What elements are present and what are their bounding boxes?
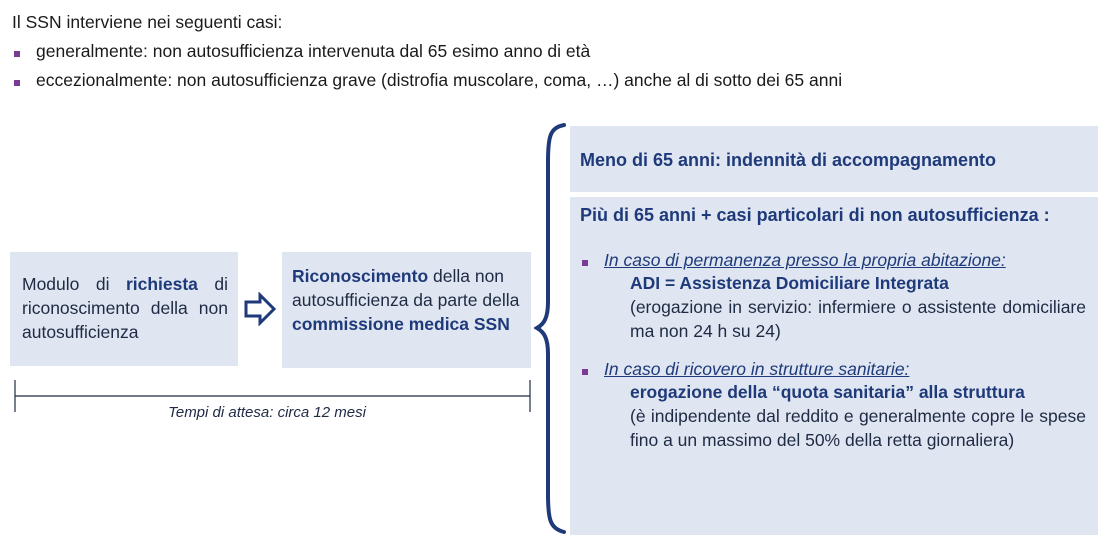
adi-desc: (erogazione in servizio: infermiere o assistente domiciliare ma non 24 h su 24)	[630, 297, 1086, 341]
case-home	[580, 250, 1086, 271]
bullet-square-icon	[582, 369, 588, 375]
request-form-box	[10, 252, 238, 366]
request-text-2: di riconoscimento della non autosufficienza	[22, 274, 228, 342]
case-home-detail	[630, 271, 1086, 343]
bullet-square-icon	[582, 260, 588, 266]
over-65-heading: Più di 65 anni + casi particolari di non autosufficienza :	[580, 205, 1050, 225]
case-hospital-label: In caso di ricovero in strutture sanitarie:	[604, 359, 910, 379]
curly-brace-icon	[534, 122, 568, 536]
quota-title: erogazione della “quota sanitaria” alla struttura	[630, 382, 1025, 402]
case-hospital	[580, 359, 1086, 380]
request-bold: richiesta	[125, 274, 198, 294]
intro-bullet-text: eccezionalmente: non autosufficienza grave (distrofia muscolare, coma, …) anche al di sotto dei 65 anni	[36, 70, 843, 90]
adi-title: ADI = Assistenza Domiciliare Integrata	[630, 273, 949, 293]
under-65-text: Meno di 65 anni: indennità di accompagnamento	[580, 150, 997, 170]
under-65-panel	[570, 126, 1098, 192]
recognition-bold-2: commissione medica SSN	[292, 314, 510, 334]
intro-title: Il SSN interviene nei seguenti casi:	[12, 12, 283, 32]
recognition-box	[282, 252, 531, 368]
over-65-panel	[570, 197, 1098, 535]
case-home-label: In caso di permanenza presso la propria abitazione:	[604, 250, 1006, 270]
arrow-right-icon	[244, 292, 276, 326]
bullet-square-icon	[14, 51, 20, 57]
request-text-1: Modulo di	[22, 274, 126, 294]
case-hospital-detail	[630, 380, 1086, 452]
intro-bullet	[12, 66, 842, 95]
intro-bullet-text: generalmente: non autosufficienza intervenuta dal 65 esimo anno di età	[36, 41, 591, 61]
bullet-square-icon	[14, 80, 20, 86]
recognition-bold-1: Riconoscimento	[292, 266, 429, 286]
intro-bullet	[12, 37, 842, 66]
quota-desc: (è indipendente dal reddito e generalmente copre le spese fino a un massimo del 50% della retta giornaliera)	[630, 406, 1086, 450]
recognition-text: della non autosufficienza da parte della	[292, 266, 520, 310]
intro-section	[12, 8, 842, 95]
waiting-time-label: Tempi di attesa: circa 12 mesi	[168, 404, 366, 421]
